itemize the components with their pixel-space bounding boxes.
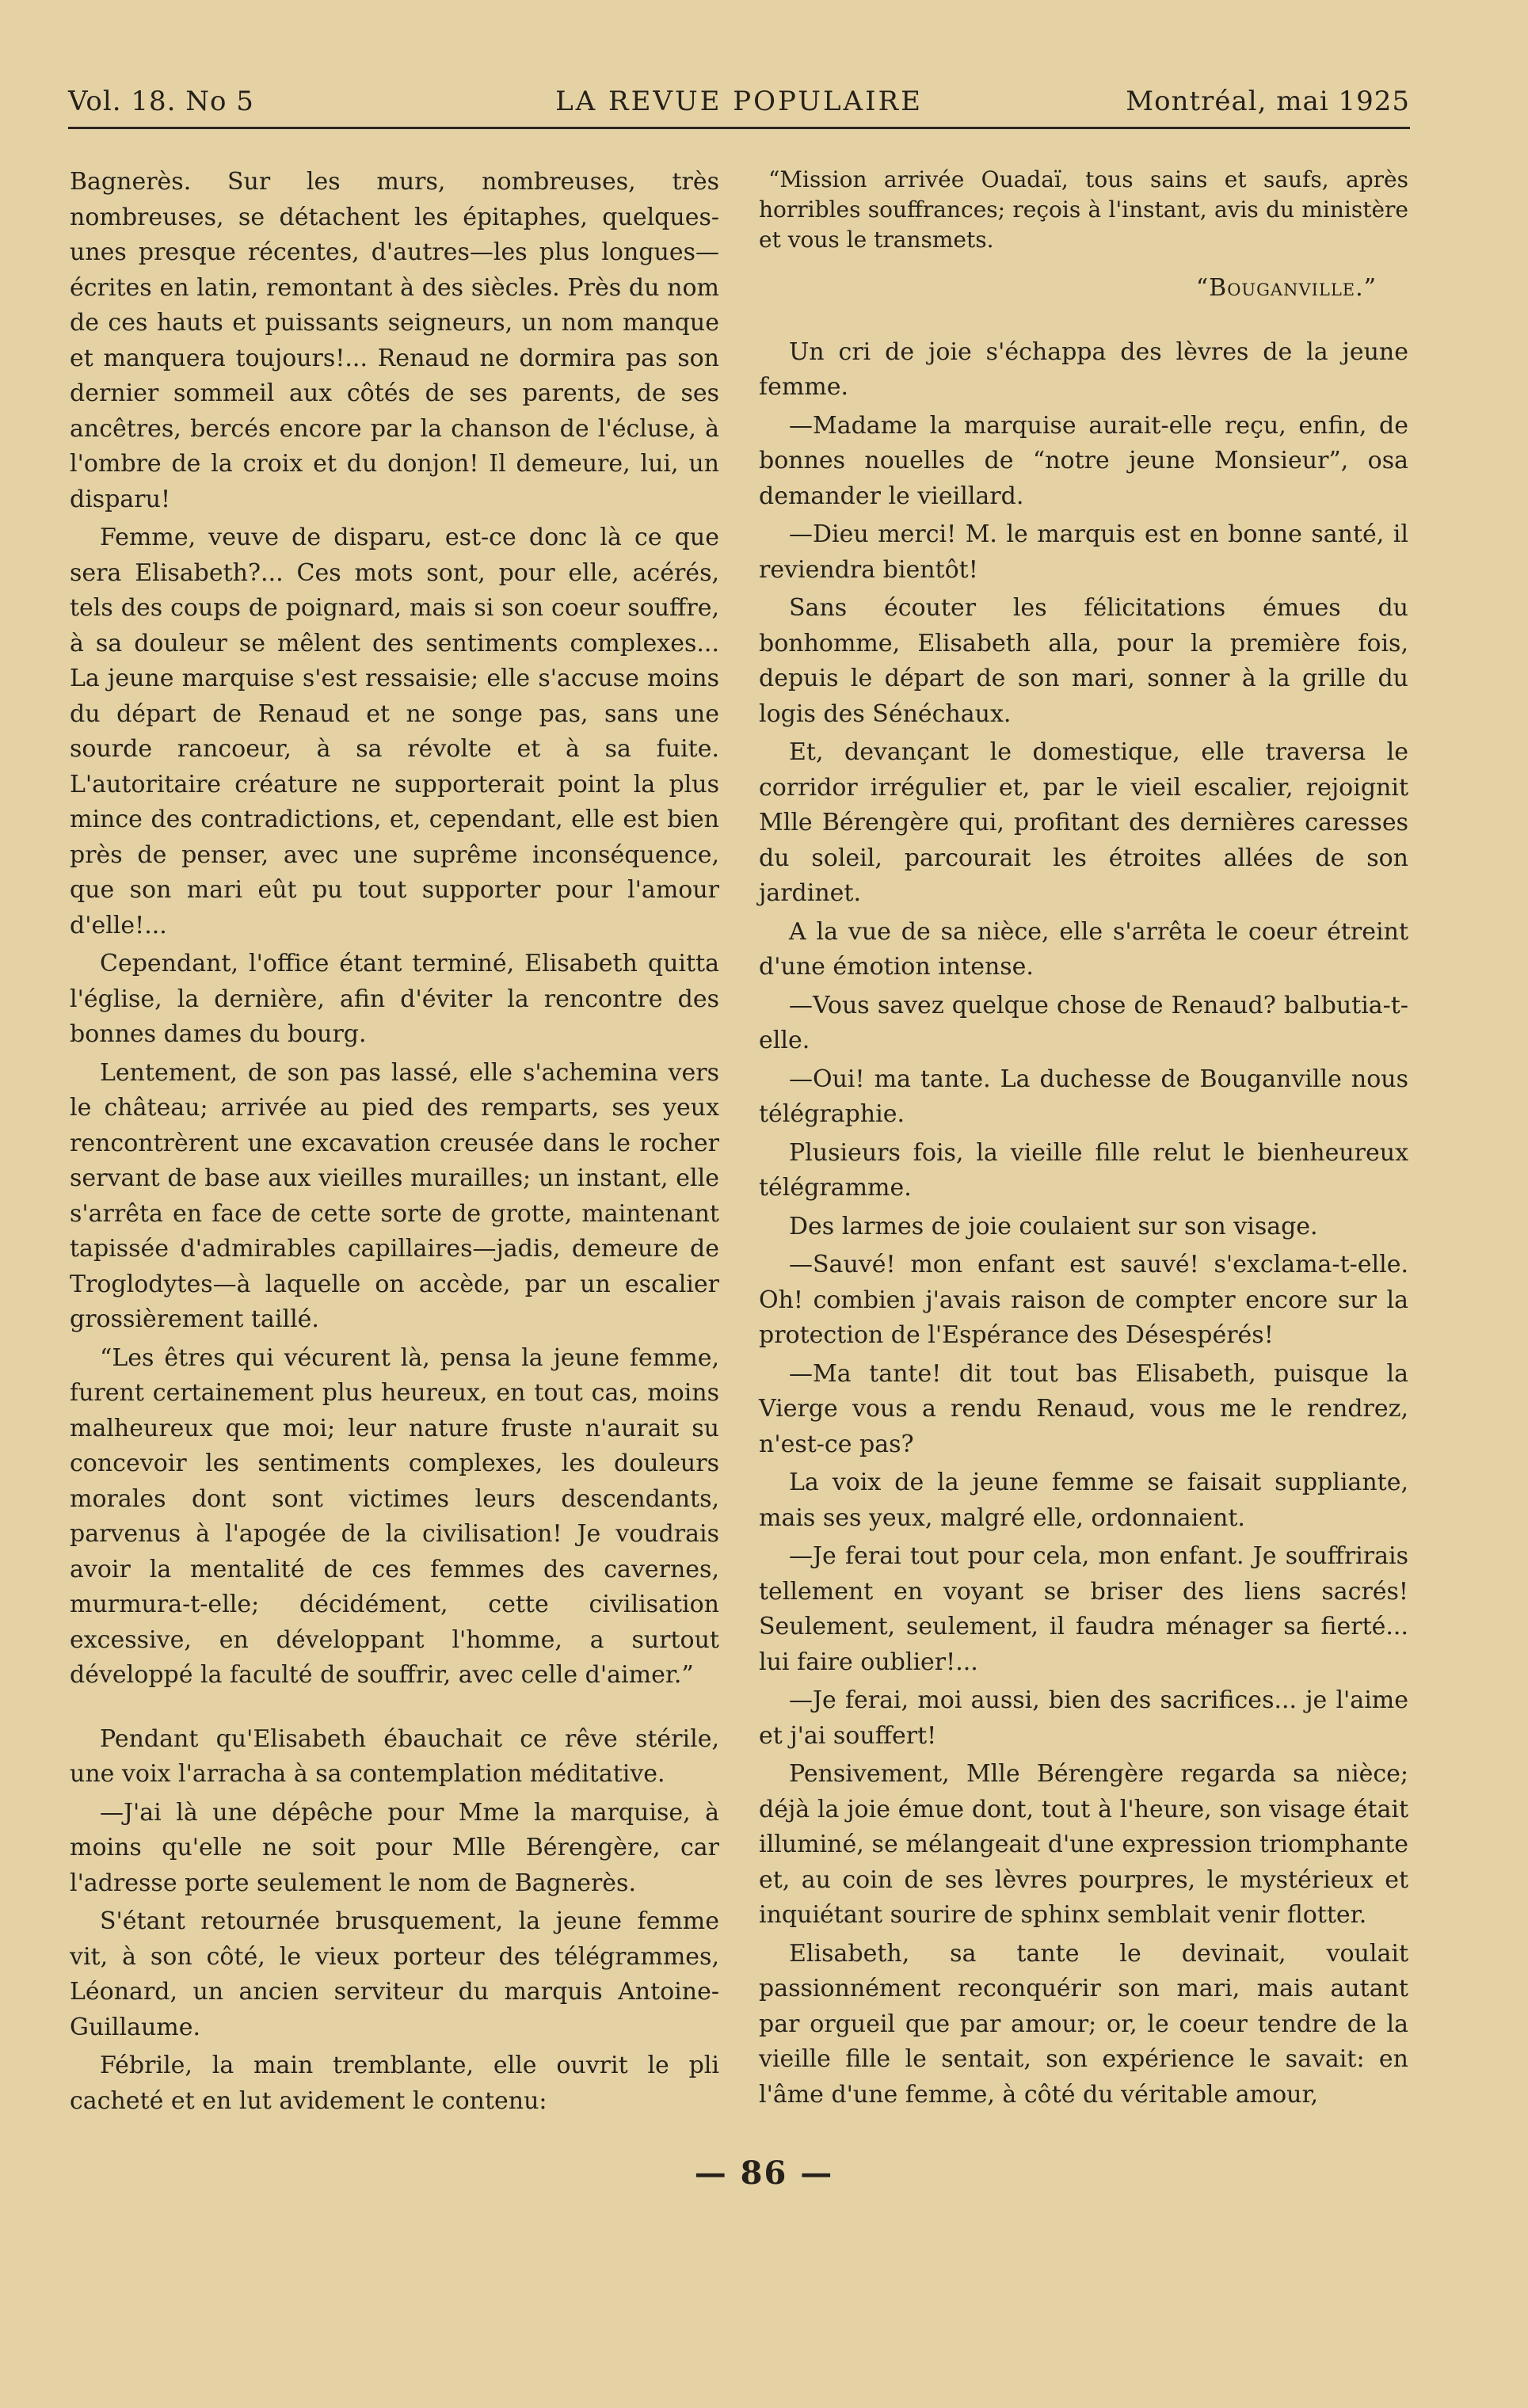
paragraph: Lentement, de son pas lassé, elle s'achemina vers le château; arrivée au pied des remparts, ses yeux rencontrèrent une excavation creusée dans le rocher servant de base aux vieilles murailles; un instant, elle s'arrêta en face de cette sorte de grotte, maintenant tapissée d'admirables capillaires—jadis, demeure de Troglodytes—à laquelle on accède, par un escalier grossièrement taillé. <box>70 1058 719 1333</box>
paragraph: Sans écouter les félicitations émues du bonhomme, Elisabeth alla, pour la première fois, depuis le départ de son mari, sonner à la grille du logis des Sénéchaux. <box>759 594 1408 728</box>
paragraph: —Ma tante! dit tout bas Elisabeth, puisque la Vierge vous a rendu Renaud, vous me le rendrez, n'est-ce pas? <box>759 1359 1408 1458</box>
volume-issue: Vol. 18. No 5 <box>68 86 254 117</box>
running-header <box>68 86 1410 125</box>
paragraph: Pendant qu'Elisabeth ébauchait ce rêve stérile, une voix l'arracha à sa contemplation méditative. <box>70 1724 719 1788</box>
paragraph: Et, devançant le domestique, elle traversa le corridor irrégulier et, par le vieil escalier, rejoignit Mlle Bérengère qui, profitant des dernières caresses du soleil, parcourait les étroites allées de son jardinet. <box>759 738 1408 907</box>
paragraph: —Madame la marquise aurait-elle reçu, enfin, de bonnes nouelles de “notre jeune Monsieur”, osa demander le vieillard. <box>759 411 1408 510</box>
paragraph: Femme, veuve de disparu, est-ce donc là ce que sera Elisabeth?... Ces mots sont, pour elle, acérés, tels des coups de poignard, mais si son coeur souffre, à sa douleur se mêlent des sentiments complexes... La jeune marquise s'est ressaisie; elle s'accuse moins du départ de Renaud et ne songe pas, sans une sourde rancoeur, à sa révolte et à sa fuite. L'autoritaire créature ne supporterait point la plus mince des contradictions, et, cependant, elle est bien près de penser, avec une suprême inconséquence, que son mari eût pu tout supporter pour l'amour d'elle!... <box>70 524 719 939</box>
telegram-text: “Mission arrivée Ouadaï, tous sains et saufs, après horribles souffrances; reçois à l'instant, avis du ministère et vous le transmets. <box>759 166 1408 253</box>
paragraph: —J'ai là une dépêche pour Mme la marquise, à moins qu'elle ne soit pour Mlle Bérengère, car l'adresse porte seulement le nom de Bagnerès. <box>70 1798 719 1897</box>
right-column <box>759 165 1408 2116</box>
paragraph: —Je ferai tout pour cela, mon enfant. Je souffrirais tellement en voyant se briser des liens sacrés! Seulement, seulement, il faudra ménager sa fierté... lui faire oublier!... <box>759 1542 1408 1676</box>
page-number: — 86 — <box>694 2155 834 2192</box>
paragraph: Bagnerès. Sur les murs, nombreuses, très nombreuses, se détachent les épitaphes, quelques-unes presque récentes, d'autres—les plus longues—écrites en latin, remontant à des siècles. Près du nom de ces hauts et puissants seigneurs, un nom manque et manquera toujours!... Renaud ne dormira pas son dernier sommeil aux côtés de ses parents, de ses ancêtres, bercés encore par la chanson de l'écluse, à l'ombre de la croix et du donjon! Il demeure, lui, un disparu! <box>70 168 719 513</box>
paragraph: —Dieu merci! M. le marquis est en bonne santé, il reviendra bientôt! <box>759 520 1408 584</box>
paragraph: A la vue de sa nièce, elle s'arrêta le coeur étreint d'une émotion intense. <box>759 917 1408 981</box>
paragraph: —Oui! ma tante. La duchesse de Bouganville nous télégraphie. <box>759 1065 1408 1128</box>
telegram-signature: “Bouganville.” <box>1195 274 1377 302</box>
paragraph: Elisabeth, sa tante le devinait, voulait passionnément reconquérir son mari, mais autant par orgueil que par amour; or, le coeur tendre de la vieille fille le sentait, son expérience le savait: en l'âme d'une femme, à côté du véritable amour, <box>759 1939 1408 2109</box>
paragraph: S'étant retournée brusquement, la jeune femme vit, à son côté, le vieux porteur des télégrammes, Léonard, un ancien serviteur du marquis Antoine-Guillaume. <box>70 1907 719 2041</box>
paragraph: Fébrile, la main tremblante, elle ouvrit le pli cacheté et en lut avidement le contenu: <box>70 2052 719 2115</box>
paragraph: —Je ferai, moi aussi, bien des sacrifices... je l'aime et j'ai souffert! <box>759 1686 1408 1750</box>
paragraph: Cependant, l'office étant terminé, Elisabeth quitta l'église, la dernière, afin d'éviter la rencontre des bonnes dames du bourg. <box>70 950 719 1048</box>
left-column <box>70 165 719 2122</box>
header-rule <box>68 127 1410 129</box>
paragraph: La voix de la jeune femme se faisait suppliante, mais ses yeux, malgré elle, ordonnaient. <box>759 1469 1408 1532</box>
paragraph: Un cri de joie s'échappa des lèvres de la jeune femme. <box>759 337 1408 401</box>
publication-title: LA REVUE POPULAIRE <box>555 86 923 117</box>
paragraph: Des larmes de joie coulaient sur son visage. <box>789 1212 1318 1240</box>
paragraph: Plusieurs fois, la vieille fille relut le bienheureux télégramme. <box>759 1138 1408 1202</box>
paragraph: “Les êtres qui vécurent là, pensa la jeune femme, furent certainement plus heureux, en tout cas, moins malheureux que moi; leur nature fruste n'aurait su concevoir les sentiments complexes, les douleurs morales dont sont victimes leurs descendants, parvenus à l'apogée de la civilisation! Je voudrais avoir la mentalité de ces femmes des cavernes, murmura-t-elle; décidément, cette civilisation excessive, en développant l'homme, a surtout développé la faculté de souffrir, avec celle d'aimer.” <box>70 1343 719 1689</box>
paragraph: —Vous savez quelque chose de Renaud? balbutia-t-elle. <box>759 991 1408 1054</box>
place-date: Montréal, mai 1925 <box>1126 86 1410 117</box>
paragraph: —Sauvé! mon enfant est sauvé! s'exclama-t-elle. Oh! combien j'avais raison de compter encore sur la protection de l'Espérance des Désespérés! <box>759 1251 1408 1349</box>
paragraph: Pensivement, Mlle Bérengère regarda sa nièce; déjà la joie émue dont, tout à l'heure, son visage était illuminé, se mélangeait d'une expression triomphante et, au coin de ses lèvres pourpres, le mystérieux et inquiétant sourire de sphinx semblait venir flotter. <box>759 1760 1408 1929</box>
